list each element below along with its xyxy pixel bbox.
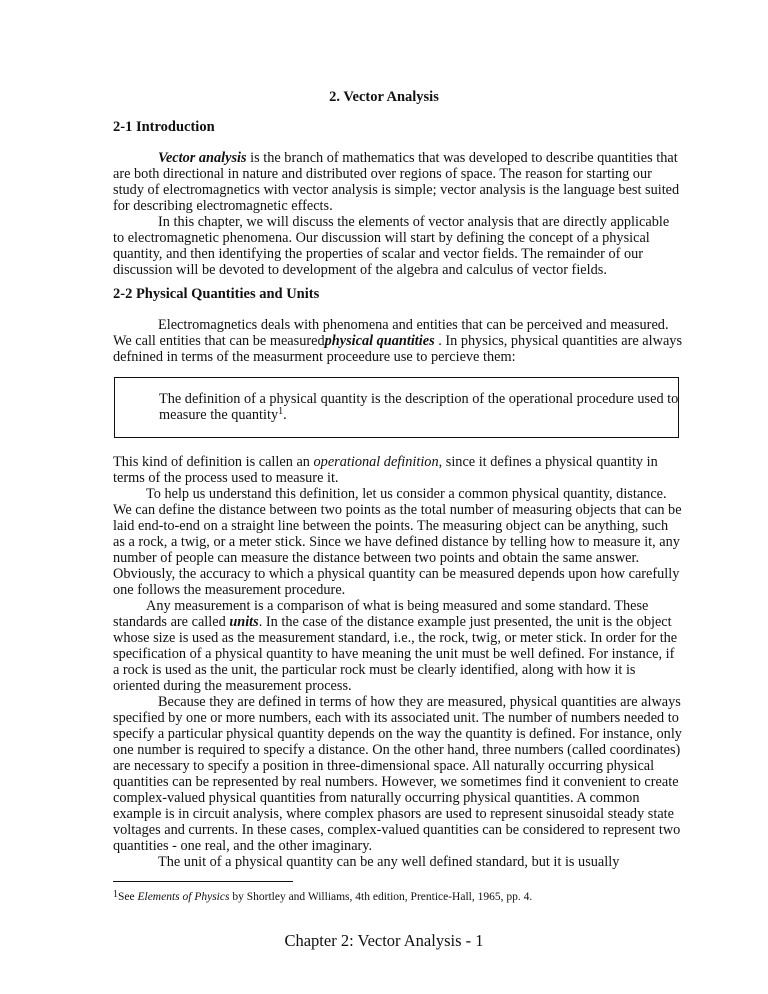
footnote-reference: 1 (278, 406, 284, 417)
definition-text (159, 391, 679, 423)
footnote-book-title: Elements of Physics (137, 891, 230, 903)
footnote-see: See (118, 891, 138, 903)
term-operational-definition: operational definition (313, 454, 439, 470)
units-text-before: Any measurement is a comparison of what is being measured and some standard. These standards are called (113, 598, 649, 630)
intro-paragraph-2: In this chapter, we will discuss the elements of vector analysis that are directly applicable to electromagnetic phenomena. Our discussion will start by defining the concept of a physical quantity, and then identifying the properties of scalar and vector fields. The remainder of our discussion will be devoted to development of the algebra and calculus of vector fields. (113, 214, 670, 278)
term-physical-quantities: physical quantities (324, 333, 435, 349)
pq-paragraph-intro (113, 317, 683, 365)
operational-text-after: , since it defines a physical quantity in terms of the process used to measure it. (113, 454, 658, 486)
section-heading-physical-quantities: 2-2 Physical Quantities and Units (113, 286, 320, 302)
lead-term-vector-analysis: Vector analysis (158, 150, 247, 166)
definition-period: . (283, 407, 287, 423)
footnote (113, 889, 532, 905)
chapter-title: 2. Vector Analysis (329, 89, 439, 105)
pq-intro-text-before: Electromagnetics deals with phenomena and entities that can be perceived and measured. We call entities that can be measured (113, 317, 669, 349)
footnote-mark: 1 (113, 889, 118, 900)
units-text-after: . In the case of the distance example just presented, the unit is the object whose size is used as the measurement standard, i.e., the rock, twig, or meter stick. In order for the specification of a physical quantity to have meaning the unit must be well defined. For instance, if a rock is used as the unit, the particular rock must be clearly identified, along with how it is oriented during the measurement process. (113, 614, 678, 694)
definition-statement: The definition of a physical quantity is the description of the operational procedure used to measure the quantity (159, 391, 679, 423)
operational-text-before: This kind of definition is callen an (113, 454, 314, 470)
section-heading-introduction: 2-1 Introduction (113, 119, 215, 135)
pq-intro-text-after: . In physics, physical quantities are always defnined in terms of the measurment proceedure use to percieve them: (113, 333, 683, 365)
page-footer: Chapter 2: Vector Analysis - 1 (284, 931, 484, 950)
footnote-divider (113, 881, 293, 882)
physical-quantities-intro (113, 317, 683, 365)
intro-paragraph-1 (113, 150, 683, 214)
paragraph-operational-definition (113, 454, 683, 486)
term-units: units (229, 614, 259, 630)
paragraph-units (113, 598, 683, 694)
definition-box (114, 377, 679, 438)
paragraph-numbers: Because they are defined in terms of how they are measured, physical quantities are always specified by one or more numbers, each with its associated unit. The number of numbers needed to specify a particular physical quantity depends on the way the quantity is defined. For instance, only one number is required to specify a distance. On the other hand, three numbers (called coordinates) are necessary to specify a position in three-dimensional space. All naturally occurring physical quantities can be represented by real numbers. However, we sometimes find it convenient to create complex-valued physical quantities from naturally occurring physical quantities. A common example is in circuit analysis, where complex phasors are used to represent sinusoidal steady state voltages and currents. In these cases, complex-valued quantities can be considered to represent two quantities - one real, and the other imaginary. (113, 694, 682, 854)
footnote-citation: by Shortley and Williams, 4th edition, Prentice-Hall, 1965, pp. 4. (229, 891, 533, 903)
physical-quantities-body (113, 454, 683, 870)
paragraph-unit-standard: The unit of a physical quantity can be any well defined standard, but it is usually (158, 854, 620, 870)
paragraph-distance: To help us understand this definition, let us consider a common physical quantity, distance. We can define the distance between two points as the total number of measuring objects that can be laid end-to-end on a straight line between the points. The measuring object can be anything, such as a rock, a twig, or a meter stick. Since we have defined distance by telling how to measure it, any number of people can measure the distance between two points and obtain the same answer. Obviously, the accuracy to which a physical quantity can be measured depends upon how carefully one follows the measurement procedure. (113, 486, 682, 598)
introduction-body (113, 150, 683, 278)
intro-paragraph-1-text: is the branch of mathematics that was developed to describe quantities that are both directional in nature and distributed over regions of space. The reason for starting our study of electromagnetics with vector analysis is simple; vector analysis is the language best suited for describing electromagnetic effects. (113, 150, 680, 214)
